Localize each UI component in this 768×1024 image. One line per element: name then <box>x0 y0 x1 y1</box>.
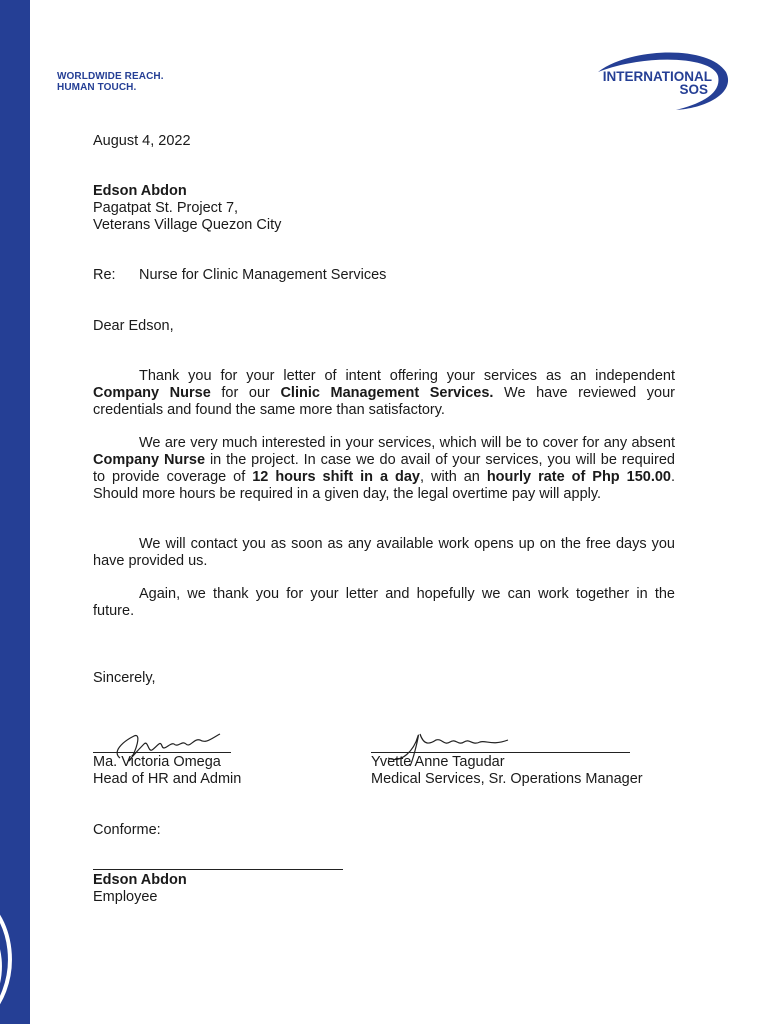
company-tagline <box>57 71 164 93</box>
letter-date: August 4, 2022 <box>93 133 191 149</box>
re-subject: Nurse for Clinic Management Services <box>139 267 387 283</box>
conforme-title: Employee <box>93 889 158 905</box>
international-sos-logo <box>588 50 730 112</box>
tagline-line2: HUMAN TOUCH. <box>57 82 137 93</box>
paragraph-4: Again, we thank you for your letter and hopefully we can work together in the future. <box>93 586 675 619</box>
tagline-line1: WORLDWIDE REACH. <box>57 71 164 82</box>
conforme-label: Conforme: <box>93 822 161 838</box>
logo-line1: INTERNATIONAL <box>602 69 712 84</box>
signature-line-1 <box>93 752 231 753</box>
re-label: Re: <box>93 267 116 283</box>
paragraph-3: We will contact you as soon as any available work opens up on the free days you have provided us. <box>93 536 675 569</box>
recipient-name: Edson Abdon <box>93 183 187 199</box>
recipient-address-line1: Pagatpat St. Project 7, <box>93 200 239 216</box>
signatory1-name: Ma. Victoria Omega <box>93 754 221 770</box>
swoosh-decoration <box>0 0 30 1024</box>
recipient-address-line2: Veterans Village Quezon City <box>93 217 282 233</box>
brand-sidebar <box>0 0 30 1024</box>
logo-line2: SOS <box>679 82 708 97</box>
signatory2-name: Yvette Anne Tagudar <box>371 754 505 770</box>
paragraph-2: We are very much interested in your services, which will be to cover for any absent Company Nurse in the project. In case we do avail of your services, you will be required to provide coverage of 12 hours shift in a day, with an hourly rate of Php 150.00. Should more hours be required in a given day, the legal overtime pay will apply. <box>93 435 676 502</box>
signatory2-title: Medical Services, Sr. Operations Manager <box>371 771 643 787</box>
conforme-name: Edson Abdon <box>93 872 187 888</box>
conforme-signature-line <box>93 869 343 870</box>
signature-line-2 <box>371 752 630 753</box>
salutation: Dear Edson, <box>93 318 174 334</box>
signatory1-title: Head of HR and Admin <box>93 771 242 787</box>
closing: Sincerely, <box>93 670 156 686</box>
paragraph-1: Thank you for your letter of intent offering your services as an independent Company Nurse for our Clinic Management Services. We have reviewed your credentials and found the same more than satisfactory. <box>93 368 675 418</box>
